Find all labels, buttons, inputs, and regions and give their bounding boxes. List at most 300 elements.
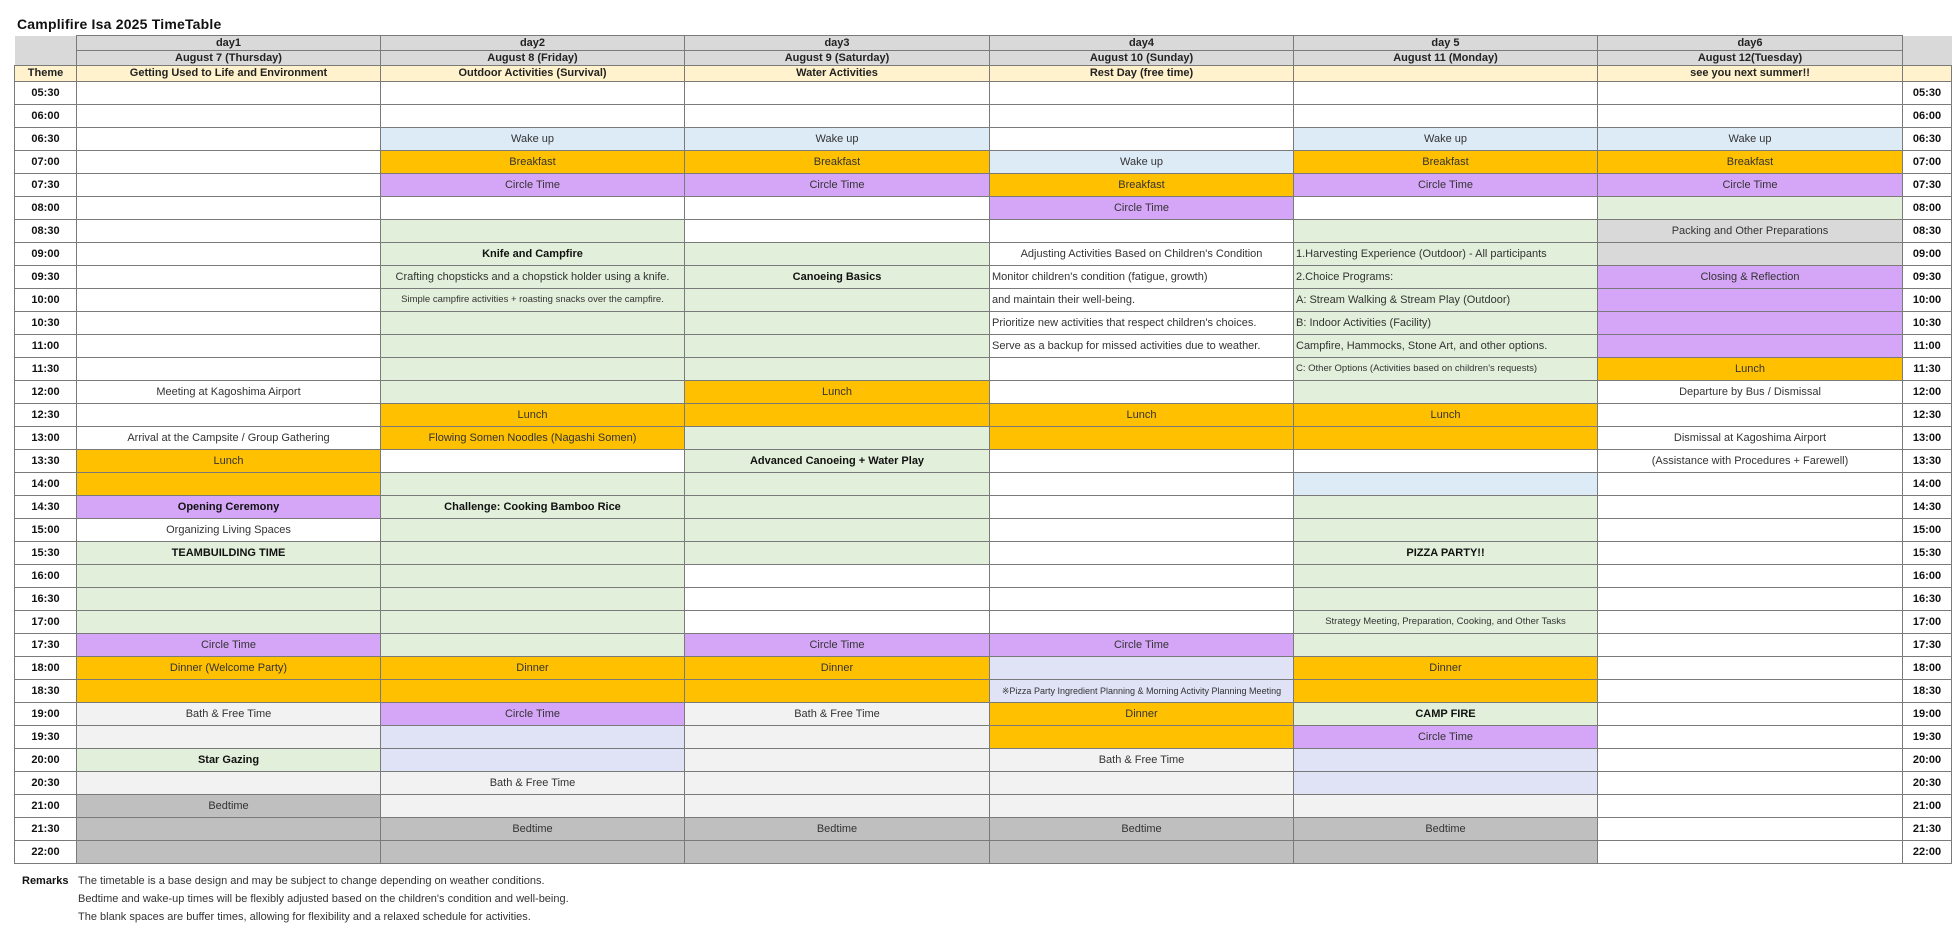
schedule-cell (685, 611, 990, 634)
time-label: 20:00 (15, 749, 77, 772)
time-label: 21:30 (1903, 818, 1952, 841)
time-slot-row (15, 151, 1952, 174)
schedule-cell: Challenge: Cooking Bamboo Rice (381, 496, 685, 519)
time-label: 11:30 (1903, 358, 1952, 381)
time-slot-row (15, 404, 1952, 427)
time-label: 09:00 (1903, 243, 1952, 266)
schedule-cell (990, 220, 1294, 243)
time-label: 12:30 (15, 404, 77, 427)
time-slot-row (15, 82, 1952, 105)
time-label: 11:30 (15, 358, 77, 381)
schedule-cell: Simple campfire activities + roasting snacks over the campfire. (381, 289, 685, 312)
time-slot-row (15, 128, 1952, 151)
schedule-cell: Breakfast (1598, 151, 1903, 174)
schedule-cell (685, 243, 990, 266)
schedule-cell (381, 680, 685, 703)
schedule-cell: Circle Time (685, 634, 990, 657)
date-header-row (15, 51, 1952, 66)
schedule-cell (77, 289, 381, 312)
schedule-cell (685, 404, 990, 427)
time-label: 15:00 (15, 519, 77, 542)
time-label: 12:00 (15, 381, 77, 404)
schedule-cell: Flowing Somen Noodles (Nagashi Somen) (381, 427, 685, 450)
time-slot-row (15, 519, 1952, 542)
time-label: 11:00 (15, 335, 77, 358)
time-label: 21:00 (15, 795, 77, 818)
schedule-cell: Dinner (1294, 657, 1598, 680)
schedule-cell (990, 795, 1294, 818)
time-label: 14:00 (15, 473, 77, 496)
schedule-cell (1598, 289, 1903, 312)
time-label: 21:00 (1903, 795, 1952, 818)
schedule-cell (381, 726, 685, 749)
schedule-cell (1294, 220, 1598, 243)
schedule-cell (77, 266, 381, 289)
time-slot-row (15, 358, 1952, 381)
theme-end-cell (1903, 66, 1952, 82)
schedule-cell: Knife and Campfire (381, 243, 685, 266)
schedule-cell: Crafting chopsticks and a chopstick holder using a knife. (381, 266, 685, 289)
schedule-cell: Dinner (685, 657, 990, 680)
schedule-cell (77, 841, 381, 864)
schedule-cell: Bedtime (381, 818, 685, 841)
day-name: day1 (77, 36, 381, 51)
time-slot-row (15, 243, 1952, 266)
schedule-cell (1598, 312, 1903, 335)
schedule-cell (1294, 795, 1598, 818)
time-slot-row (15, 473, 1952, 496)
time-slot-row (15, 542, 1952, 565)
time-slot-row (15, 795, 1952, 818)
schedule-cell (1294, 772, 1598, 795)
schedule-cell: CAMP FIRE (1294, 703, 1598, 726)
schedule-cell (685, 197, 990, 220)
time-slot-row (15, 611, 1952, 634)
schedule-cell (77, 358, 381, 381)
schedule-cell (77, 565, 381, 588)
schedule-cell (1598, 795, 1903, 818)
schedule-cell: Lunch (685, 381, 990, 404)
schedule-cell (77, 726, 381, 749)
schedule-cell: Bedtime (1294, 818, 1598, 841)
day-name: day 5 (1294, 36, 1598, 51)
day-name: day4 (990, 36, 1294, 51)
time-slot-row (15, 312, 1952, 335)
schedule-cell (685, 473, 990, 496)
schedule-cell (1598, 841, 1903, 864)
remark-line: Bedtime and wake-up times will be flexibly adjusted based on the children's condition and well-being. (78, 893, 569, 905)
schedule-cell (1598, 749, 1903, 772)
time-label: 15:00 (1903, 519, 1952, 542)
time-label: 06:30 (15, 128, 77, 151)
time-label: 20:30 (1903, 772, 1952, 795)
time-label: 18:00 (15, 657, 77, 680)
time-label: 19:30 (15, 726, 77, 749)
schedule-cell (1294, 749, 1598, 772)
schedule-cell (1598, 818, 1903, 841)
time-label: 10:00 (1903, 289, 1952, 312)
schedule-cell: Star Gazing (77, 749, 381, 772)
time-label: 06:30 (1903, 128, 1952, 151)
day-theme: Outdoor Activities (Survival) (381, 66, 685, 82)
time-label: 16:00 (15, 565, 77, 588)
schedule-cell (77, 611, 381, 634)
time-label: 06:00 (1903, 105, 1952, 128)
schedule-cell: Dinner (990, 703, 1294, 726)
schedule-cell (1598, 197, 1903, 220)
schedule-cell (381, 82, 685, 105)
schedule-cell (685, 565, 990, 588)
time-label: 06:00 (15, 105, 77, 128)
schedule-cell (990, 542, 1294, 565)
schedule-cell (381, 473, 685, 496)
schedule-cell (1294, 680, 1598, 703)
time-label: 09:30 (15, 266, 77, 289)
time-slot-row (15, 703, 1952, 726)
schedule-cell: Circle Time (77, 634, 381, 657)
schedule-cell (685, 680, 990, 703)
schedule-cell (77, 473, 381, 496)
schedule-cell (990, 657, 1294, 680)
day-date: August 11 (Monday) (1294, 51, 1598, 66)
schedule-cell: Monitor children's condition (fatigue, growth) (990, 266, 1294, 289)
schedule-cell (1294, 496, 1598, 519)
schedule-cell: Bedtime (77, 795, 381, 818)
schedule-cell (77, 174, 381, 197)
schedule-cell (990, 358, 1294, 381)
schedule-cell: Circle Time (990, 197, 1294, 220)
schedule-cell (685, 427, 990, 450)
schedule-cell: Lunch (1294, 404, 1598, 427)
schedule-cell: Serve as a backup for missed activities due to weather. (990, 335, 1294, 358)
theme-row (15, 66, 1952, 82)
schedule-cell: Dismissal at Kagoshima Airport (1598, 427, 1903, 450)
schedule-cell (990, 473, 1294, 496)
time-slot-row (15, 818, 1952, 841)
time-slot-row (15, 105, 1952, 128)
schedule-cell (685, 220, 990, 243)
schedule-cell: Bath & Free Time (77, 703, 381, 726)
schedule-cell (381, 312, 685, 335)
schedule-cell (685, 542, 990, 565)
timetable (14, 35, 1952, 864)
schedule-cell (1598, 496, 1903, 519)
remarks-label: Remarks (22, 875, 69, 887)
time-label: 07:00 (1903, 151, 1952, 174)
time-label: 05:30 (15, 82, 77, 105)
schedule-cell: TEAMBUILDING TIME (77, 542, 381, 565)
schedule-cell: A: Stream Walking & Stream Play (Outdoor) (1294, 289, 1598, 312)
time-label: 17:30 (15, 634, 77, 657)
schedule-cell (77, 772, 381, 795)
schedule-cell (685, 795, 990, 818)
schedule-cell (1598, 519, 1903, 542)
time-slot-row (15, 174, 1952, 197)
schedule-cell: Opening Ceremony (77, 496, 381, 519)
time-slot-row (15, 335, 1952, 358)
schedule-cell (685, 335, 990, 358)
schedule-cell (990, 841, 1294, 864)
schedule-cell: Breakfast (685, 151, 990, 174)
time-label: 07:30 (15, 174, 77, 197)
schedule-cell: 1.Harvesting Experience (Outdoor) - All participants (1294, 243, 1598, 266)
schedule-cell: Lunch (990, 404, 1294, 427)
day-theme: Rest Day (free time) (990, 66, 1294, 82)
schedule-cell: Bath & Free Time (685, 703, 990, 726)
theme-label: Theme (15, 66, 77, 82)
schedule-cell (1598, 82, 1903, 105)
schedule-cell (1598, 588, 1903, 611)
schedule-cell (1598, 542, 1903, 565)
time-label: 08:00 (1903, 197, 1952, 220)
schedule-cell (381, 795, 685, 818)
schedule-cell (1598, 611, 1903, 634)
time-label: 05:30 (1903, 82, 1952, 105)
schedule-cell (381, 588, 685, 611)
schedule-cell (685, 726, 990, 749)
schedule-cell (381, 519, 685, 542)
schedule-cell: Organizing Living Spaces (77, 519, 381, 542)
schedule-cell: Packing and Other Preparations (1598, 220, 1903, 243)
time-slot-row (15, 266, 1952, 289)
schedule-cell: Prioritize new activities that respect children's choices. (990, 312, 1294, 335)
schedule-cell (1294, 565, 1598, 588)
day-theme: see you next summer!! (1598, 66, 1903, 82)
schedule-cell (381, 105, 685, 128)
corner-cell (15, 51, 77, 66)
schedule-cell (1294, 634, 1598, 657)
remark-line: The timetable is a base design and may be subject to change depending on weather conditions. (78, 875, 545, 887)
time-label: 17:00 (1903, 611, 1952, 634)
time-label: 12:00 (1903, 381, 1952, 404)
day-name: day6 (1598, 36, 1903, 51)
time-label: 19:00 (15, 703, 77, 726)
time-label: 10:00 (15, 289, 77, 312)
schedule-cell: (Assistance with Procedures + Farewell) (1598, 450, 1903, 473)
schedule-cell (381, 335, 685, 358)
schedule-cell: Breakfast (1294, 151, 1598, 174)
schedule-cell: Circle Time (685, 174, 990, 197)
schedule-cell (685, 289, 990, 312)
time-label: 17:00 (15, 611, 77, 634)
schedule-cell (990, 128, 1294, 151)
schedule-cell (77, 197, 381, 220)
schedule-cell (685, 519, 990, 542)
schedule-cell (1294, 105, 1598, 128)
schedule-cell (77, 82, 381, 105)
schedule-cell (1598, 105, 1903, 128)
time-slot-row (15, 565, 1952, 588)
time-label: 18:30 (15, 680, 77, 703)
time-slot-row (15, 197, 1952, 220)
time-slot-row (15, 749, 1952, 772)
schedule-cell (1598, 404, 1903, 427)
schedule-cell (990, 726, 1294, 749)
schedule-cell: Circle Time (990, 634, 1294, 657)
time-label: 19:30 (1903, 726, 1952, 749)
time-slot-row (15, 841, 1952, 864)
time-label: 13:30 (1903, 450, 1952, 473)
corner-cell (15, 36, 77, 51)
schedule-cell (1598, 657, 1903, 680)
remark-line: The blank spaces are buffer times, allowing for flexibility and a relaxed schedule for activities. (78, 911, 531, 923)
schedule-cell: Lunch (77, 450, 381, 473)
schedule-cell (990, 381, 1294, 404)
time-label: 07:00 (15, 151, 77, 174)
time-label: 13:00 (15, 427, 77, 450)
schedule-cell (1598, 680, 1903, 703)
time-slot-row (15, 450, 1952, 473)
schedule-cell: Breakfast (990, 174, 1294, 197)
schedule-cell (990, 105, 1294, 128)
time-label: 19:00 (1903, 703, 1952, 726)
time-label: 08:00 (15, 197, 77, 220)
schedule-cell (990, 427, 1294, 450)
schedule-cell (1294, 381, 1598, 404)
schedule-cell (1598, 772, 1903, 795)
schedule-cell: Arrival at the Campsite / Group Gathering (77, 427, 381, 450)
schedule-cell: Dinner (Welcome Party) (77, 657, 381, 680)
schedule-cell (685, 82, 990, 105)
schedule-cell: Wake up (381, 128, 685, 151)
time-label: 14:30 (15, 496, 77, 519)
corner-cell (1903, 36, 1952, 51)
time-slot-row (15, 220, 1952, 243)
time-slot-row (15, 427, 1952, 450)
day-theme: Water Activities (685, 66, 990, 82)
day-date: August 12(Tuesday) (1598, 51, 1903, 66)
schedule-cell: ※Pizza Party Ingredient Planning & Morning Activity Planning Meeting (990, 680, 1294, 703)
time-slot-row (15, 772, 1952, 795)
schedule-cell (1294, 841, 1598, 864)
schedule-cell (685, 749, 990, 772)
schedule-cell (381, 220, 685, 243)
schedule-cell: Closing & Reflection (1598, 266, 1903, 289)
schedule-cell: Departure by Bus / Dismissal (1598, 381, 1903, 404)
schedule-cell (77, 151, 381, 174)
schedule-cell: Bath & Free Time (381, 772, 685, 795)
schedule-cell: C: Other Options (Activities based on children's requests) (1294, 358, 1598, 381)
schedule-cell: Circle Time (1598, 174, 1903, 197)
schedule-cell (77, 404, 381, 427)
time-label: 18:30 (1903, 680, 1952, 703)
schedule-cell: Dinner (381, 657, 685, 680)
schedule-cell: Bath & Free Time (990, 749, 1294, 772)
day-header-row (15, 36, 1952, 51)
time-label: 10:30 (1903, 312, 1952, 335)
schedule-cell (1294, 450, 1598, 473)
schedule-cell (1598, 335, 1903, 358)
schedule-cell (990, 496, 1294, 519)
day-date: August 8 (Friday) (381, 51, 685, 66)
time-label: 11:00 (1903, 335, 1952, 358)
schedule-cell (77, 588, 381, 611)
schedule-cell: Bedtime (990, 818, 1294, 841)
day-date: August 7 (Thursday) (77, 51, 381, 66)
time-label: 20:00 (1903, 749, 1952, 772)
schedule-cell (1294, 82, 1598, 105)
schedule-cell (381, 542, 685, 565)
schedule-cell: and maintain their well-being. (990, 289, 1294, 312)
time-label: 09:00 (15, 243, 77, 266)
schedule-cell (1598, 634, 1903, 657)
schedule-cell: Strategy Meeting, Preparation, Cooking, and Other Tasks (1294, 611, 1598, 634)
schedule-cell: Wake up (1598, 128, 1903, 151)
schedule-cell (1598, 565, 1903, 588)
schedule-cell: Meeting at Kagoshima Airport (77, 381, 381, 404)
schedule-cell: B: Indoor Activities (Facility) (1294, 312, 1598, 335)
time-label: 13:30 (15, 450, 77, 473)
schedule-cell (77, 335, 381, 358)
schedule-cell (381, 450, 685, 473)
schedule-cell (1294, 588, 1598, 611)
time-label: 07:30 (1903, 174, 1952, 197)
day-date: August 10 (Sunday) (990, 51, 1294, 66)
schedule-cell (1294, 427, 1598, 450)
schedule-cell: 2.Choice Programs: (1294, 266, 1598, 289)
schedule-cell: Circle Time (381, 174, 685, 197)
schedule-cell (685, 772, 990, 795)
time-label: 15:30 (1903, 542, 1952, 565)
schedule-cell (685, 358, 990, 381)
time-slot-row (15, 726, 1952, 749)
time-label: 08:30 (15, 220, 77, 243)
schedule-cell (685, 841, 990, 864)
schedule-cell (381, 749, 685, 772)
time-slot-row (15, 496, 1952, 519)
schedule-cell (1294, 519, 1598, 542)
time-label: 14:00 (1903, 473, 1952, 496)
schedule-cell (381, 197, 685, 220)
time-label: 17:30 (1903, 634, 1952, 657)
schedule-cell: Wake up (1294, 128, 1598, 151)
schedule-cell (1598, 473, 1903, 496)
time-slot-row (15, 588, 1952, 611)
time-label: 20:30 (15, 772, 77, 795)
page-title: Camplifire Isa 2025 TimeTable (17, 16, 222, 32)
schedule-cell (77, 312, 381, 335)
time-label: 09:30 (1903, 266, 1952, 289)
schedule-cell (381, 841, 685, 864)
corner-cell (1903, 51, 1952, 66)
time-label: 16:30 (15, 588, 77, 611)
time-label: 16:30 (1903, 588, 1952, 611)
schedule-cell: Circle Time (1294, 174, 1598, 197)
schedule-cell: Wake up (990, 151, 1294, 174)
schedule-cell: Adjusting Activities Based on Children's Condition (990, 243, 1294, 266)
schedule-cell: Breakfast (381, 151, 685, 174)
schedule-cell (990, 772, 1294, 795)
schedule-cell: Circle Time (381, 703, 685, 726)
schedule-cell (77, 818, 381, 841)
schedule-cell (77, 128, 381, 151)
time-label: 21:30 (15, 818, 77, 841)
schedule-cell (77, 243, 381, 266)
time-label: 22:00 (15, 841, 77, 864)
time-label: 08:30 (1903, 220, 1952, 243)
schedule-cell: Lunch (381, 404, 685, 427)
time-slot-row (15, 657, 1952, 680)
time-slot-row (15, 634, 1952, 657)
schedule-cell (381, 358, 685, 381)
schedule-cell (1294, 473, 1598, 496)
schedule-cell: Lunch (1598, 358, 1903, 381)
schedule-cell: PIZZA PARTY!! (1294, 542, 1598, 565)
schedule-cell: Canoeing Basics (685, 266, 990, 289)
time-label: 15:30 (15, 542, 77, 565)
time-slot-row (15, 680, 1952, 703)
schedule-cell: Circle Time (1294, 726, 1598, 749)
